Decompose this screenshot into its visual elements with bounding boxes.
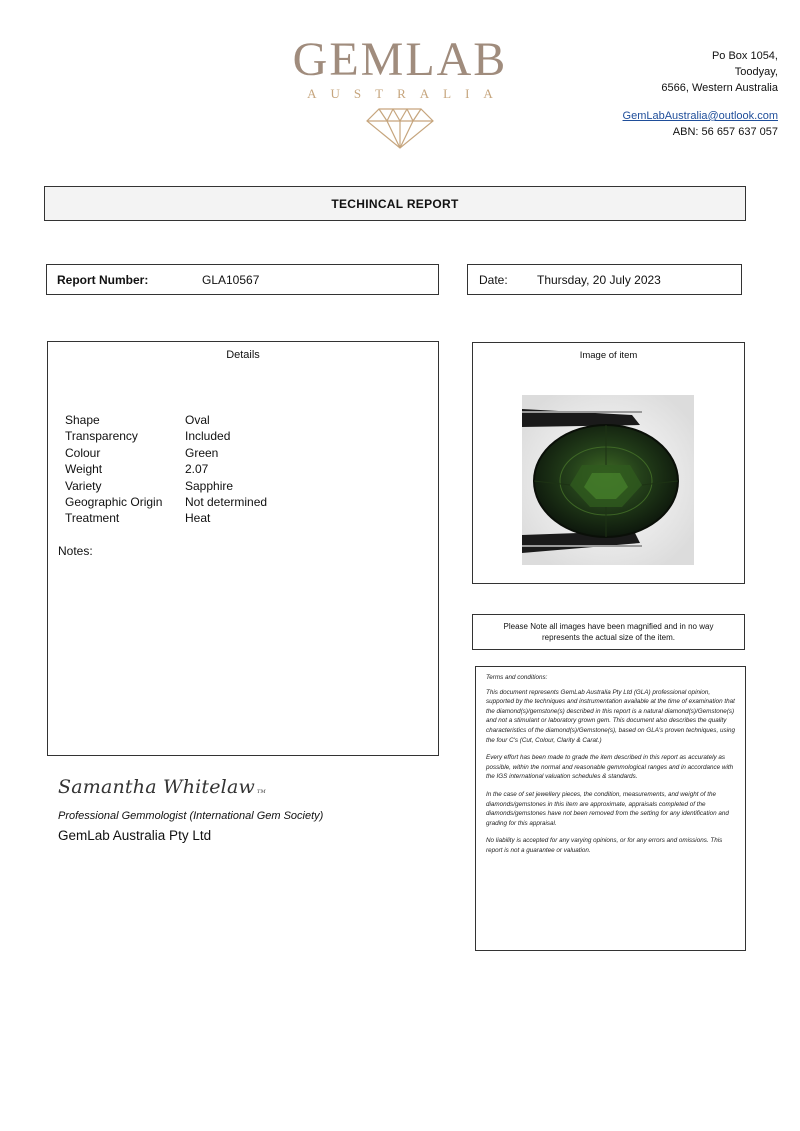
company-address — [623, 48, 778, 140]
date-label: Date: — [479, 272, 508, 287]
signature-name: Samantha Whitelaw — [58, 776, 255, 798]
detail-value: Included — [185, 429, 231, 444]
detail-key: Transparency — [65, 429, 138, 444]
address-line: Toodyay, — [734, 66, 778, 78]
terms-paragraph: In the case of set jewellery pieces, the condition, measurements, and weight of the diamonds/gemstones in this item are approximate, appraisals completed of the diamonds/gemstones have not been removed from the setting for any identification and grading for this appraisal. — [486, 790, 729, 827]
signature-mark: TM — [256, 789, 266, 795]
details-row — [65, 461, 267, 477]
image-note-line: represents the actual size of the item. — [542, 633, 675, 642]
detail-value: Green — [185, 445, 219, 460]
signature — [58, 776, 266, 798]
gem-image — [522, 395, 694, 565]
details-row — [65, 510, 267, 526]
detail-key: Weight — [65, 462, 103, 477]
report-number-label: Report Number: — [57, 272, 149, 287]
terms-paragraph: Every effort has been made to grade the item described in this report as accurately as possible, within the normal and reasonable gemmological ranges and in accordance with the IGS international valuation schedules & standards. — [486, 754, 734, 781]
detail-key: Colour — [65, 445, 101, 460]
details-row — [65, 412, 267, 428]
address-line: Po Box 1054, — [711, 50, 778, 62]
detail-value: 2.07 — [185, 462, 209, 477]
date-box — [467, 264, 742, 295]
details-table — [65, 412, 267, 527]
abn-text: ABN: 56 657 637 057 — [672, 126, 778, 138]
detail-value: Oval — [185, 413, 210, 427]
diamond-icon — [270, 106, 530, 155]
gemmologist-title: Professional Gemmologist (International Gem Society) — [58, 810, 324, 822]
notes-label: Notes: — [58, 544, 93, 558]
detail-key: Treatment — [65, 511, 120, 526]
detail-key: Geographic Origin — [65, 495, 163, 510]
company-logo — [270, 33, 530, 166]
date-value: Thursday, 20 July 2023 — [537, 272, 661, 287]
details-row — [65, 445, 267, 461]
detail-key: Variety — [65, 478, 102, 493]
details-row — [65, 478, 267, 494]
logo-wordmark: GEMLAB — [292, 33, 508, 86]
email-link[interactable]: GemLabAustralia@outlook.com — [622, 110, 778, 122]
terms-paragraph: No liability is accepted for any varying opinions, or for any errors and omissions. This report is not a guarantee or valuation. — [486, 837, 723, 854]
detail-key: Shape — [65, 413, 100, 427]
terms-title: Terms and conditions: — [486, 674, 548, 681]
details-title: Details — [226, 349, 260, 361]
image-note-line: Please Note all images have been magnified and in no way — [503, 622, 714, 631]
report-title: TECHINCAL REPORT — [44, 186, 746, 221]
report-number-value: GLA10567 — [202, 272, 260, 287]
details-row — [65, 494, 267, 510]
details-panel — [47, 341, 439, 756]
item-image-panel — [472, 342, 745, 584]
image-title: Image of item — [579, 350, 638, 361]
terms-panel — [475, 666, 746, 951]
address-line: 6566, Western Australia — [661, 82, 778, 94]
details-row — [65, 428, 267, 444]
detail-value: Heat — [185, 511, 211, 526]
detail-value: Not determined — [185, 495, 268, 510]
detail-value: Sapphire — [185, 478, 234, 493]
logo-subtitle: AUSTRALIA — [307, 86, 507, 101]
image-disclaimer — [472, 614, 745, 650]
report-number-box — [46, 264, 439, 295]
company-name: GemLab Australia Pty Ltd — [58, 828, 212, 843]
terms-paragraph: This document represents GemLab Australia Pty Ltd (GLA) professional opinion, supported by the techniques and instrumentation available at the time of examination that the diamond(s)/gemstone(s) described in this report is a natural diamond(s)/Gemstone(s) and not a stimulant or laboratory grown gem. This document also describes the quality characteristics of the diamond(s)/Gemstone(s), based on GLA's proven techniques, using the four C's (Cut, Colour, Clarity & Carat.) — [486, 688, 736, 744]
